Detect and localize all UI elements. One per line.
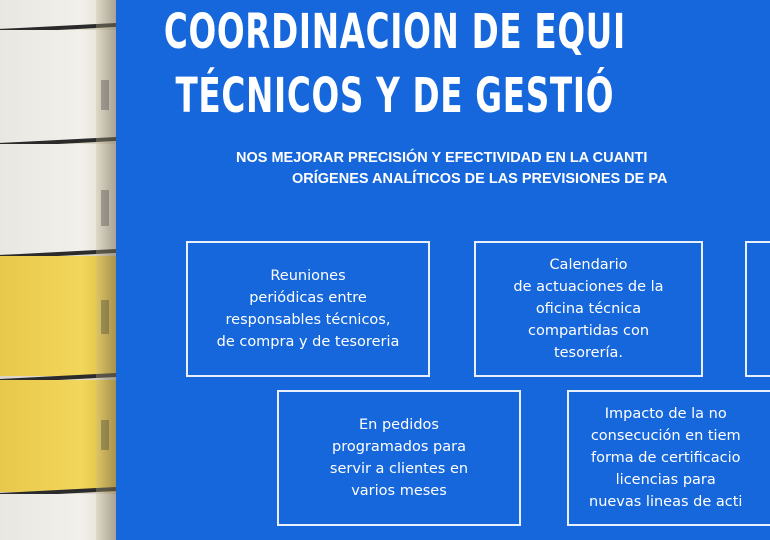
- info-box-line: varios meses: [351, 483, 447, 499]
- info-box-line: programados para: [332, 439, 466, 455]
- info-box-line: Impacto de la no: [604, 406, 727, 422]
- info-box-line: de compra y de tesoreria: [216, 334, 400, 350]
- edge-mark: [101, 190, 109, 226]
- edge-mark: [101, 420, 109, 450]
- info-box: [745, 241, 770, 377]
- slide-title: [116, 0, 674, 128]
- info-box-line: En pedidos: [359, 417, 439, 433]
- info-box-line: licencias para: [615, 472, 716, 488]
- info-box-line: oficina técnica: [535, 301, 642, 317]
- info-box-line: de actuaciones de la: [513, 279, 664, 295]
- title-line: TÉCNICOS Y DE GESTIÓ: [175, 68, 615, 124]
- info-box-text: [330, 414, 468, 502]
- edge-mark: [101, 80, 109, 110]
- background-photo-shelves: [0, 0, 116, 540]
- info-box: [474, 241, 703, 377]
- info-box-line: consecución en tiem: [590, 428, 741, 444]
- edge-mark: [101, 300, 109, 334]
- info-box: [186, 241, 430, 377]
- subtitle-line: NOS MEJORAR PRECISIÓN Y EFECTIVIDAD EN LA CUANTI: [236, 150, 648, 166]
- info-box-line: compartidas con: [527, 323, 650, 339]
- info-box-line: nuevas lineas de acti: [589, 494, 743, 510]
- info-box-line: Calendario: [549, 257, 628, 273]
- subtitle-line: ORÍGENES ANALÍTICOS DE LAS PREVISIONES DE PA: [292, 171, 668, 187]
- info-box: [567, 390, 770, 526]
- info-box-line: Reuniones: [270, 268, 346, 284]
- info-box-line: responsables técnicos,: [225, 312, 391, 328]
- info-box: [277, 390, 521, 526]
- info-box-text: [217, 265, 400, 353]
- title-line: COORDINACION DE EQUI: [163, 4, 626, 60]
- info-box-text: [513, 254, 663, 364]
- info-box-line: periódicas entre: [249, 290, 367, 306]
- info-box-line: tesorería.: [553, 345, 624, 361]
- info-box-line: forma de certificacio: [591, 450, 741, 466]
- info-box-text: [589, 403, 742, 513]
- slide-subtitle: [236, 148, 770, 190]
- slide: [116, 0, 770, 540]
- info-box-line: servir a clientes en: [329, 461, 469, 477]
